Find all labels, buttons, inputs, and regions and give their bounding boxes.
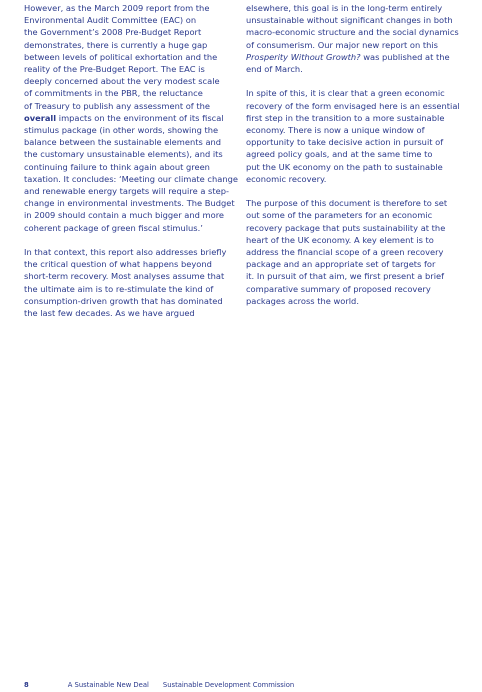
paragraph (246, 197, 451, 307)
text-line: end of March. (246, 64, 303, 75)
text-line: change in environmental investments. The Budget (24, 198, 235, 209)
text-line: taxation. It concludes: ‘Meeting our climate change (24, 173, 238, 184)
text-line: The purpose of this document is therefore to set (246, 198, 448, 209)
text-line: macro-economic structure and the social dynamics (246, 27, 459, 38)
text-line (246, 51, 451, 63)
paragraph-gap (246, 185, 451, 197)
text-line: the critical question of what happens beyond (24, 259, 212, 270)
text-line: the customary unsustainable elements), and its (24, 149, 223, 160)
text-line: it. In pursuit of that aim, we first present a brief (246, 271, 445, 282)
text-line: first step in the transition to a more sustainable (246, 112, 445, 123)
text-line: the last few decades. As we have argued (24, 308, 195, 319)
text-line: In that context, this report also addresses briefly (24, 247, 227, 258)
text-line: out some of the parameters for an economic (246, 210, 433, 221)
text-line (24, 112, 229, 124)
page-number: 8 (24, 681, 29, 689)
text-line: continuing failure to think again about green (24, 161, 210, 172)
text-fragment: was published at the (360, 51, 450, 62)
text-fragment: impacts on the environment of its fiscal (56, 112, 224, 123)
publication-title: A Sustainable New Deal (67, 681, 149, 689)
organization-name: Sustainable Development Commission (162, 681, 295, 689)
text-line: stimulus package (in other words, showing the (24, 125, 219, 136)
right-column (246, 2, 460, 307)
text-line: In spite of this, it is clear that a green economic (246, 88, 445, 99)
text-line: of consumerism. Our major new report on this (246, 39, 439, 50)
page-footer (24, 681, 294, 690)
text-line: reality of the Pre-Budget Report. The EAC is (24, 64, 205, 75)
text-line: short-term recovery. Most analyses assume that (24, 271, 225, 282)
emphasis-bold: overall (24, 112, 57, 123)
paragraph (246, 87, 460, 185)
paragraph (24, 246, 229, 319)
text-line: agreed policy goals, and at the same time to (246, 149, 433, 160)
text-line: between levels of political exhortation and the (24, 51, 218, 62)
text-line: unsustainable without significant changes in both (246, 15, 453, 26)
text-line: packages across the world. (246, 295, 359, 306)
text-line: of commitments in the PBR, the reluctance (24, 88, 203, 99)
text-line: However, as the March 2009 report from the (24, 3, 210, 13)
text-line: the ultimate aim is to re-stimulate the kind of (24, 283, 214, 294)
report-title-italic: Prosperity Without Growth? (246, 51, 361, 62)
text-line: package and an appropriate set of targets for (246, 259, 436, 270)
text-line: comparative summary of proposed recovery (246, 283, 431, 294)
text-line: recovery of the form envisaged here is an essential (246, 100, 460, 111)
text-line: of Treasury to publish any assessment of the (24, 100, 210, 111)
text-line: in 2009 should contain a much bigger and more (24, 210, 225, 221)
text-line: heart of the UK economy. A key element is to (246, 234, 434, 245)
text-line: opportunity to take decisive action in pursuit of (246, 137, 444, 148)
paragraph-gap (246, 75, 451, 87)
text-line: coherent package of green fiscal stimulus.’ (24, 222, 203, 233)
text-line: address the financial scope of a green recovery (246, 247, 444, 258)
text-line: deeply concerned about the very modest scale (24, 76, 220, 87)
text-line: and renewable energy targets will require a step- (24, 186, 229, 197)
text-line: elsewhere, this goal is in the long-term entirely (246, 3, 443, 13)
text-line: consumption-driven growth that has dominated (24, 295, 223, 306)
text-line: put the UK economy on the path to sustainable (246, 161, 443, 172)
paragraph-gap (24, 234, 229, 246)
text-line: Environmental Audit Committee (EAC) on (24, 15, 197, 26)
text-line: demonstrates, there is currently a huge gap (24, 39, 208, 50)
paragraph (246, 2, 459, 75)
text-line: economy. There is now a unique window of (246, 125, 425, 136)
text-line: economic recovery. (246, 173, 327, 184)
text-line: the Government’s 2008 Pre-Budget Report (24, 27, 202, 38)
paragraph (24, 2, 238, 234)
left-column (24, 2, 238, 319)
text-line: balance between the sustainable elements and (24, 137, 222, 148)
text-line: recovery package that puts sustainability at the (246, 222, 446, 233)
